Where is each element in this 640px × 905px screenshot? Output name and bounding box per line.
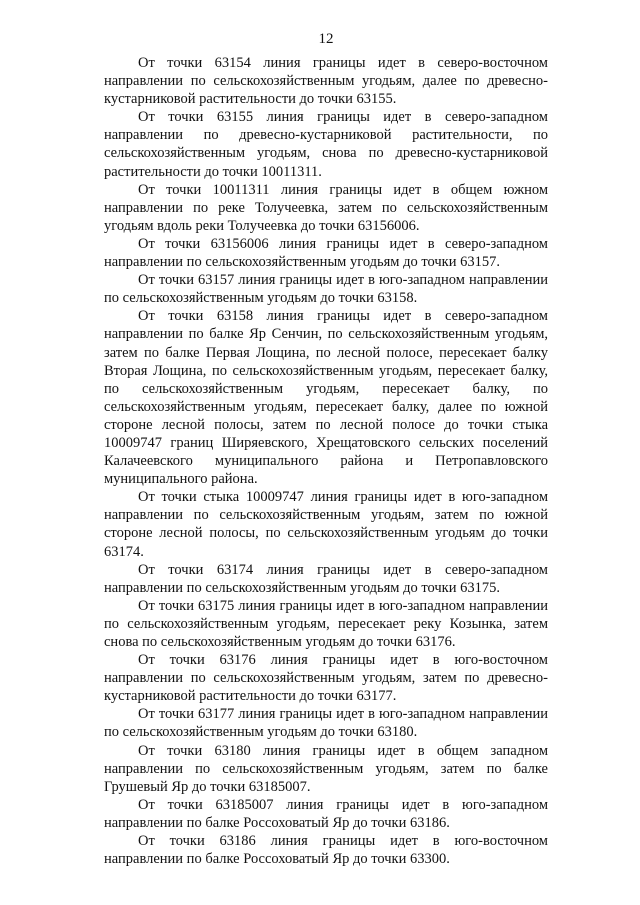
paragraph: От точки 63174 линия границы идет в северо-западном направлении по сельскохозяйственным угодьям до точки 63175. — [104, 561, 548, 596]
paragraph: От точки 63186 линия границы идет в юго-восточном направлении по балке Россоховатый Яр до точки 63300. — [104, 833, 548, 868]
paragraph: От точки 63180 линия границы идет в общем западном направлении по сельскохозяйственным угодьям, затем по балке Грушевый Яр до точки 63185007. — [104, 742, 548, 795]
paragraph: От точки 63185007 линия границы идет в юго-западном направлении по балке Россоховатый Яр до точки 63186. — [104, 796, 548, 831]
paragraph: От точки 63175 линия границы идет в юго-западном направлении по сельскохозяйственным угодьям, пересекает реку Козынка, затем снова по сельскохозяйственным угодьям до точки 63176. — [104, 597, 548, 650]
paragraph: От точки 10011311 линия границы идет в общем южном направлении по реке Толучеевка, затем по сельскохозяйственным угодьям вдоль реки Толучеевка до точки 63156006. — [104, 181, 548, 234]
paragraph: От точки стыка 10009747 линия границы идет в юго-западном направлении по сельскохозяйственным угодьям, затем по южной стороне лесной полосы, по сельскохозяйственным угодьям до точки 63174. — [104, 489, 548, 560]
paragraph: От точки 63156006 линия границы идет в северо-западном направлении по сельскохозяйственным угодьям до точки 63157. — [104, 235, 548, 271]
paragraph: От точки 63154 линия границы идет в северо-восточном направлении по сельскохозяйственным угодьям, далее по древесно-кустарниковой растительности до точки 63155. — [104, 55, 548, 108]
paragraph: От точки 63177 линия границы идет в юго-западном направлении по сельскохозяйственным угодьям до точки 63180. — [104, 706, 548, 741]
paragraph: От точки 63158 линия границы идет в северо-западном направлении по балке Яр Сенчин, по сельскохозяйственным угодьям, затем по балке Первая Лощина, по лесной полосе, пересекает балку Вторая Лощина, по сельскохозяйственным угодьям, пересекает балку, по сельскохозяйственным угодьям, пересекает балку, по сельскохозяйственным угодьям, пересекает балку, далее по южной стороне лесной полосы, затем по лесной полосе до точки стыка 10009747 границ Ширяевского, Хрещатовского сельских поселений Калачеевского муниципального района и Петропавловского муниципального района. — [104, 308, 548, 488]
paragraph: От точки 63157 линия границы идет в юго-западном направлении по сельскохозяйственным угодьям до точки 63158. — [104, 272, 548, 307]
page-number: 12 — [318, 31, 334, 47]
document-body — [104, 54, 548, 868]
paragraph: От точки 63176 линия границы идет в юго-восточном направлении по сельскохозяйственным угодьям, затем по древесно-кустарниковой растительности до точки 63177. — [104, 652, 548, 705]
paragraph: От точки 63155 линия границы идет в северо-западном направлении по древесно-кустарниковой растительности, по сельскохозяйственным угодьям, снова по древесно-кустарниковой растительности до точки 10011311. — [104, 109, 548, 180]
